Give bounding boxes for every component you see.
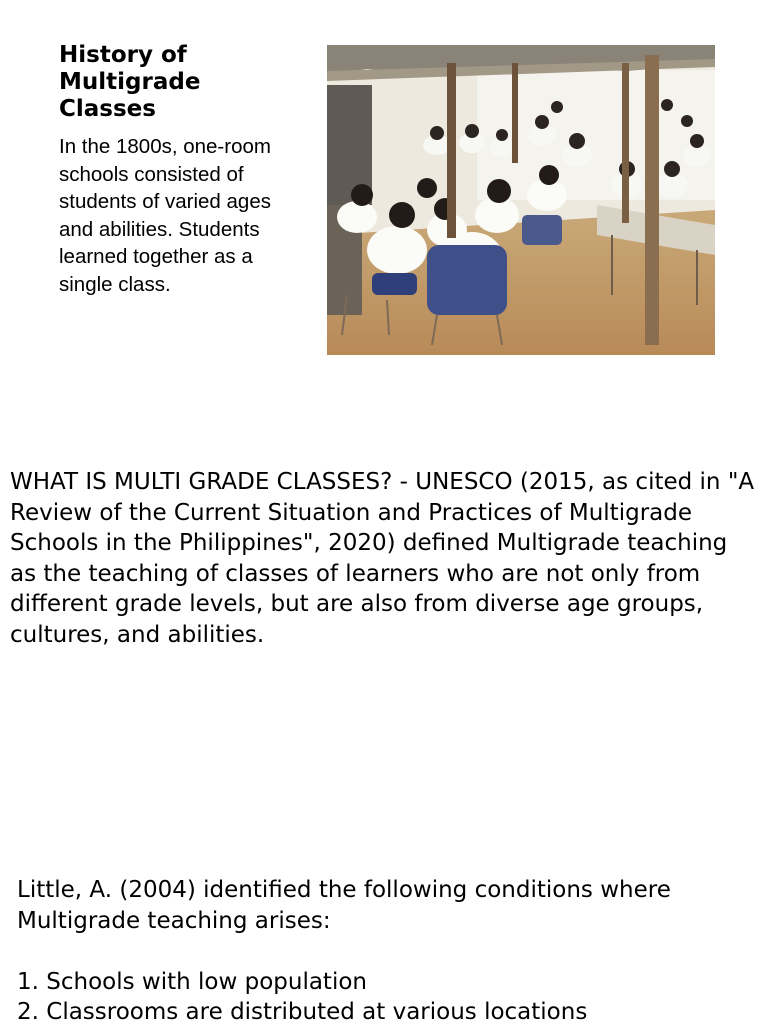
- multigrade-definition: WHAT IS MULTI GRADE CLASSES? - UNESCO (2015, as cited in "A Review of the Current Situation and Practices of Multigrade Schools in the Philippines", 2020) defined Multigrade teaching as the teaching of classes of learners who are not only from different grade levels, but are also from diverse age groups, cultures, and abilities.: [10, 469, 755, 648]
- list-item: 1. Schools with low population: [17, 968, 367, 995]
- classroom-photo: [327, 45, 715, 355]
- list-item: 2. Classrooms are distributed at various locations: [17, 999, 588, 1026]
- history-intro-text: In the 1800s, one-room schools consisted of students of varied ages and abilities. Students learned together as a single class.: [59, 135, 271, 296]
- conditions-list: [17, 967, 762, 1028]
- conditions-intro: Little, A. (2004) identified the following conditions where Multigrade teaching arises:: [17, 877, 671, 934]
- slide-title: History of Multigrade Classes: [59, 42, 201, 122]
- conditions-section: [17, 875, 762, 1028]
